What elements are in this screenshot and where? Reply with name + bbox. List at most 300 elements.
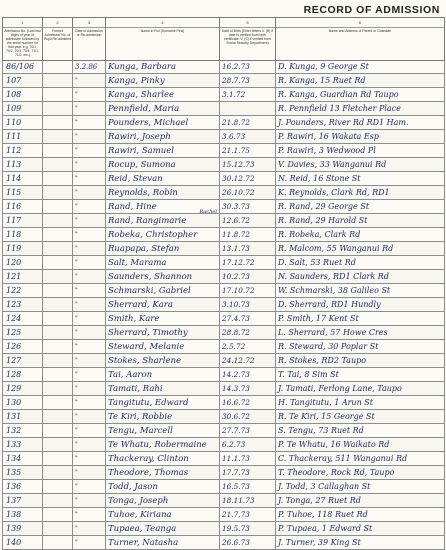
table-row xyxy=(3,508,445,522)
date-of-birth-text: 17.7.73 xyxy=(222,467,250,477)
pupil-name-text: Stokes, Sharlene xyxy=(108,355,181,366)
guardian-text: P. Tuhoe, 118 Ruet Rd xyxy=(278,509,368,519)
date-of-birth-text: 28.8.72 xyxy=(222,327,250,337)
guardian-text: D. Kunga, 9 George St xyxy=(278,62,369,71)
admission-date-text: " xyxy=(75,427,78,434)
column-header-row xyxy=(3,18,445,61)
date-of-birth-text: 3.10.73 xyxy=(222,299,250,309)
pupil-name-text: Tangitutu, Edward xyxy=(108,397,189,408)
table-row xyxy=(3,466,445,480)
pupil-name-text: Todd, Jason xyxy=(108,481,158,492)
admission-date-text: " xyxy=(75,217,78,224)
admission-date-cell xyxy=(73,102,106,116)
pupil-name-text: Steward, Melanie xyxy=(108,341,185,352)
pupil-name-text: Theodore, Thomas xyxy=(108,467,189,478)
pupil-name-text: Pounders, Michael xyxy=(108,117,189,128)
pupil-name-text: Tamati, Rahi xyxy=(108,383,163,394)
admission-number-cell xyxy=(3,102,43,116)
table-row xyxy=(3,116,445,130)
pupil-name-text: Smith, Kare xyxy=(108,313,160,324)
admission-number-text: 140 xyxy=(6,537,22,547)
date-of-birth-cell xyxy=(220,186,276,200)
pupil-name-cell xyxy=(106,410,220,424)
admission-date-text: " xyxy=(75,161,78,168)
table-row xyxy=(3,228,445,242)
pupil-name-cell xyxy=(106,256,220,270)
admission-number-cell xyxy=(3,508,43,522)
admission-number-cell xyxy=(3,480,43,494)
date-of-birth-text: 14.2.73 xyxy=(222,369,250,379)
guardian-cell xyxy=(276,116,445,130)
admission-date-cell xyxy=(73,396,106,410)
admission-number-text: 115 xyxy=(6,187,22,197)
guardian-cell xyxy=(276,326,445,340)
pupil-name-cell xyxy=(106,186,220,200)
pupil-name-cell xyxy=(106,494,220,508)
admission-date-text: " xyxy=(75,189,78,196)
admission-date-cell xyxy=(73,242,106,256)
admission-date-text: " xyxy=(75,245,78,252)
date-of-birth-text: 21.8.72 xyxy=(222,117,250,127)
admission-date-cell xyxy=(73,438,106,452)
pupil-name-cell xyxy=(106,102,220,116)
pupil-name-cell xyxy=(106,312,220,326)
admission-number-cell xyxy=(3,130,43,144)
former-admission-cell xyxy=(43,452,73,466)
admission-date-text: " xyxy=(75,287,78,294)
admission-number-text: 113 xyxy=(6,159,22,169)
admission-date-cell xyxy=(73,452,106,466)
pupil-name-cell xyxy=(106,61,220,74)
date-of-birth-cell xyxy=(220,130,276,144)
date-of-birth-text: 3.6.73 xyxy=(222,131,246,141)
pupil-name-text: Rand, Hine xyxy=(108,201,157,212)
admission-date-cell xyxy=(73,130,106,144)
admission-number-text: 128 xyxy=(6,369,22,379)
admission-number-text: 110 xyxy=(6,117,22,127)
pupil-name-text: Thackeray, Clinton xyxy=(108,453,189,464)
admission-date-cell xyxy=(73,368,106,382)
pupil-name-cell xyxy=(106,354,220,368)
column-header-1 xyxy=(3,18,43,61)
date-of-birth-text: 30.6.72 xyxy=(222,411,250,421)
admission-date-cell xyxy=(73,214,106,228)
column-label: Former Admission No. of Pupil Re-admitted xyxy=(44,29,71,41)
date-of-birth-cell xyxy=(220,214,276,228)
table-row xyxy=(3,214,445,228)
table-row xyxy=(3,382,445,396)
guardian-text: T. Tai, 8 Sim St xyxy=(278,369,339,379)
former-admission-cell xyxy=(43,270,73,284)
admission-date-text: " xyxy=(75,91,78,98)
admission-number-text: 138 xyxy=(6,509,22,519)
date-of-birth-text: 3.1.72 xyxy=(222,89,246,99)
table-row xyxy=(3,242,445,256)
admission-number-text: 118 xyxy=(6,229,22,239)
admission-number-text: 120 xyxy=(6,257,22,267)
admission-number-cell xyxy=(3,396,43,410)
date-of-birth-cell xyxy=(220,242,276,256)
former-admission-cell xyxy=(43,214,73,228)
table-row xyxy=(3,61,445,74)
date-of-birth-text: 11.1.73 xyxy=(222,453,250,463)
guardian-cell xyxy=(276,536,445,550)
former-admission-cell xyxy=(43,326,73,340)
guardian-cell xyxy=(276,438,445,452)
pupil-name-text: Rawiri, Samuel xyxy=(108,145,175,156)
admission-number-text: 135 xyxy=(6,467,22,477)
date-of-birth-cell xyxy=(220,494,276,508)
table-row xyxy=(3,312,445,326)
guardian-text: L. Sherrard, 57 Howe Cres xyxy=(278,327,388,337)
table-row xyxy=(3,424,445,438)
guardian-text: J. Turner, 39 King St xyxy=(278,537,361,547)
pupil-name-cell xyxy=(106,536,220,550)
column-header-6 xyxy=(276,18,445,61)
date-of-birth-text: 15.12.73 xyxy=(222,159,255,169)
guardian-cell xyxy=(276,298,445,312)
guardian-cell xyxy=(276,172,445,186)
admission-date-text: " xyxy=(75,273,78,280)
table-row xyxy=(3,396,445,410)
former-admission-cell xyxy=(43,130,73,144)
date-of-birth-text: 16.2.73 xyxy=(222,62,250,71)
admission-date-text: " xyxy=(75,357,78,364)
column-label: Admission No. (Last two digits of year of admission followed by the serial number for that year. e.g. 70/1, 70/2, 70/3, 70/4, 71/1, 71/2, etc.) xyxy=(4,29,41,57)
admission-date-cell xyxy=(73,228,106,242)
former-admission-cell xyxy=(43,88,73,102)
admission-number-text: 133 xyxy=(6,439,22,449)
guardian-text: P. Tupaea, 1 Edward St xyxy=(278,523,373,533)
guardian-text: R. Steward, 30 Poplar St xyxy=(278,341,379,351)
guardian-cell xyxy=(276,88,445,102)
guardian-cell xyxy=(276,522,445,536)
pupil-name-text: Turner, Natasha xyxy=(108,537,179,548)
column-label: Name and Address of Parent or Guardian xyxy=(328,29,392,33)
admission-date-cell xyxy=(73,186,106,200)
admission-number-cell xyxy=(3,536,43,550)
admission-number-text: 136 xyxy=(6,481,22,491)
pupil-name-cell xyxy=(106,438,220,452)
admission-date-text: " xyxy=(75,203,78,210)
admission-number-cell xyxy=(3,256,43,270)
admission-number-text: 108 xyxy=(6,89,22,99)
table-row xyxy=(3,354,445,368)
admission-number-cell xyxy=(3,494,43,508)
date-of-birth-cell xyxy=(220,298,276,312)
pupil-name-text: Rawiri, Joseph xyxy=(108,131,171,142)
table-row xyxy=(3,536,445,550)
admission-date-cell xyxy=(73,284,106,298)
guardian-text: J. Pounders, River Rd RD1 Ham. xyxy=(278,117,409,127)
guardian-cell xyxy=(276,396,445,410)
pupil-name-text: Saunders, Shannon xyxy=(108,271,193,282)
admission-number-cell xyxy=(3,466,43,480)
former-admission-cell xyxy=(43,438,73,452)
guardian-text: T. Theodore, Rock Rd, Taupo xyxy=(278,467,395,477)
date-of-birth-text: 27.7.73 xyxy=(222,425,250,435)
guardian-text: N. Saunders, RD1 Clark Rd xyxy=(278,271,389,281)
admission-number-cell xyxy=(3,326,43,340)
former-admission-cell xyxy=(43,186,73,200)
former-admission-cell xyxy=(43,298,73,312)
guardian-cell xyxy=(276,340,445,354)
former-admission-cell xyxy=(43,396,73,410)
pupil-name-text: Ruapapa, Stefan xyxy=(108,243,180,254)
pupil-name-cell xyxy=(106,522,220,536)
admission-date-cell xyxy=(73,536,106,550)
date-of-birth-text: 11.8.72 xyxy=(222,229,250,239)
former-admission-cell xyxy=(43,144,73,158)
column-number: 4 xyxy=(106,18,219,28)
pupil-name-text: Salt, Marama xyxy=(108,257,167,268)
date-of-birth-text: 27.4.73 xyxy=(222,313,250,323)
admission-date-cell xyxy=(73,61,106,74)
guardian-text: R. Rand, 29 Harold St xyxy=(278,215,368,225)
date-of-birth-cell xyxy=(220,256,276,270)
guardian-cell xyxy=(276,130,445,144)
date-of-birth-text: 16.6.72 xyxy=(222,397,250,407)
admission-number-cell xyxy=(3,424,43,438)
column-number: 2 xyxy=(43,18,72,28)
guardian-cell xyxy=(276,144,445,158)
former-admission-cell xyxy=(43,368,73,382)
column-label: Name in Full (Surname First) xyxy=(140,29,185,33)
admission-number-text: 117 xyxy=(6,215,22,225)
pupil-name-cell xyxy=(106,466,220,480)
former-admission-cell xyxy=(43,200,73,214)
date-of-birth-cell xyxy=(220,396,276,410)
date-of-birth-cell xyxy=(220,410,276,424)
date-of-birth-cell xyxy=(220,508,276,522)
date-of-birth-text: 6.2.73 xyxy=(222,439,246,449)
former-admission-cell xyxy=(43,536,73,550)
pupil-name-text: Sherrard, Timothy xyxy=(108,327,188,338)
admission-date-text: " xyxy=(75,385,78,392)
table-row xyxy=(3,438,445,452)
former-admission-cell xyxy=(43,466,73,480)
guardian-text: J. Tonga, 27 Ruet Rd xyxy=(278,495,361,505)
date-of-birth-text: 17.12.72 xyxy=(222,257,255,267)
pupil-name-cell xyxy=(106,74,220,88)
date-of-birth-cell xyxy=(220,480,276,494)
guardian-text: N. Reid, 16 Stone St xyxy=(278,173,361,183)
admission-number-text: 123 xyxy=(6,299,22,309)
guardian-cell xyxy=(276,354,445,368)
pupil-name-text: Rocup, Sumona xyxy=(108,159,176,170)
pupil-name-text: Rand, Rangimarie xyxy=(108,215,187,226)
admission-date-text: " xyxy=(75,483,78,490)
admission-number-text: 116 xyxy=(6,201,22,211)
admission-date-cell xyxy=(73,256,106,270)
pupil-name-text: Kunga, Barbara xyxy=(108,62,177,72)
admission-number-cell xyxy=(3,61,43,74)
name-annotation: Rachel xyxy=(199,209,217,215)
page-title: RECORD OF ADMISSION xyxy=(303,4,440,16)
date-of-birth-text: 21.1.75 xyxy=(222,145,250,155)
guardian-cell xyxy=(276,480,445,494)
guardian-text: W. Schmarski, 38 Galileo St xyxy=(278,285,391,295)
admission-number-cell xyxy=(3,242,43,256)
pupil-name-cell xyxy=(106,158,220,172)
admission-number-text: 130 xyxy=(6,397,22,407)
date-of-birth-cell xyxy=(220,61,276,74)
column-header-4 xyxy=(106,18,220,61)
admission-register-table xyxy=(2,17,445,550)
admission-date-text: " xyxy=(75,525,78,532)
former-admission-cell xyxy=(43,242,73,256)
guardian-text: D. Salt, 53 Ruet Rd xyxy=(278,257,356,267)
pupil-name-cell xyxy=(106,270,220,284)
guardian-text: R. Rand, 29 George St xyxy=(278,201,370,211)
guardian-text: J. Todd, 3 Callaghan St xyxy=(278,481,371,491)
column-header-3 xyxy=(73,18,106,61)
admission-number-cell xyxy=(3,340,43,354)
former-admission-cell xyxy=(43,382,73,396)
admission-number-cell xyxy=(3,144,43,158)
date-of-birth-cell xyxy=(220,438,276,452)
date-of-birth-cell xyxy=(220,326,276,340)
guardian-cell xyxy=(276,200,445,214)
admission-number-cell xyxy=(3,452,43,466)
guardian-text: R. Stokes, RD2 Taupo xyxy=(278,355,367,365)
date-of-birth-cell xyxy=(220,200,276,214)
admission-number-cell xyxy=(3,298,43,312)
pupil-name-text: Te Whatu, Robermaine xyxy=(108,439,207,450)
admission-date-text: " xyxy=(75,539,78,546)
guardian-text: R. Kanga, Guardian Rd Taupo xyxy=(278,89,399,99)
pupil-name-cell xyxy=(106,382,220,396)
guardian-cell xyxy=(276,368,445,382)
admission-date-cell xyxy=(73,88,106,102)
table-row xyxy=(3,452,445,466)
column-number: 1 xyxy=(3,18,42,28)
date-of-birth-text: 30.3.73 xyxy=(222,201,250,211)
admission-number-text: 134 xyxy=(6,453,22,463)
admission-date-cell xyxy=(73,158,106,172)
date-of-birth-text: 18.11.73 xyxy=(222,495,255,505)
date-of-birth-text: 13.1.73 xyxy=(222,243,250,253)
column-number: 3 xyxy=(73,18,105,28)
column-header-5 xyxy=(220,18,276,61)
table-row xyxy=(3,144,445,158)
admission-number-text: 131 xyxy=(6,411,22,421)
table-row xyxy=(3,256,445,270)
admission-date-text: " xyxy=(75,259,78,266)
guardian-cell xyxy=(276,74,445,88)
former-admission-cell xyxy=(43,74,73,88)
admission-date-cell xyxy=(73,494,106,508)
admission-date-cell xyxy=(73,298,106,312)
admission-number-cell xyxy=(3,116,43,130)
admission-date-text: " xyxy=(75,119,78,126)
table-row xyxy=(3,172,445,186)
table-row xyxy=(3,326,445,340)
admission-date-text: " xyxy=(75,77,78,84)
table-row xyxy=(3,284,445,298)
pupil-name-cell xyxy=(106,228,220,242)
former-admission-cell xyxy=(43,61,73,74)
admission-date-cell xyxy=(73,424,106,438)
guardian-cell xyxy=(276,61,445,74)
table-row xyxy=(3,200,445,214)
former-admission-cell xyxy=(43,284,73,298)
guardian-text: P. Te Whatu, 16 Waikato Rd xyxy=(278,439,390,449)
pupil-name-text: Tonga, Joseph xyxy=(108,495,169,506)
admission-date-text: " xyxy=(75,455,78,462)
guardian-text: P. Smith, 17 Kent St xyxy=(278,313,359,323)
table-row xyxy=(3,522,445,536)
pupil-name-text: Kanga, Sharlee xyxy=(108,89,175,100)
pupil-name-text: Reynolds, Robin xyxy=(108,187,178,198)
admission-date-cell xyxy=(73,480,106,494)
pupil-name-text: Tuhoe, Kiriana xyxy=(108,509,172,520)
pupil-name-cell xyxy=(106,242,220,256)
admission-number-cell xyxy=(3,186,43,200)
guardian-cell xyxy=(276,242,445,256)
date-of-birth-cell xyxy=(220,270,276,284)
column-number: 5 xyxy=(220,18,275,28)
guardian-cell xyxy=(276,256,445,270)
guardian-text: H. Tangitutu, 1 Arun St xyxy=(278,397,373,407)
admission-date-text: " xyxy=(75,469,78,476)
table-row xyxy=(3,270,445,284)
guardian-cell xyxy=(276,466,445,480)
former-admission-cell xyxy=(43,116,73,130)
admission-number-text: 139 xyxy=(6,523,22,533)
former-admission-cell xyxy=(43,228,73,242)
pupil-name-text: Te Kiri, Robbie xyxy=(108,411,173,422)
admission-date-text: " xyxy=(75,133,78,140)
guardian-text: P. Rawiri, 3 Wedwood Pl xyxy=(278,145,376,155)
date-of-birth-text: 24.12.72 xyxy=(222,355,255,365)
admission-date-text: " xyxy=(75,413,78,420)
table-row xyxy=(3,298,445,312)
admission-date-cell xyxy=(73,522,106,536)
pupil-name-cell xyxy=(106,144,220,158)
date-of-birth-cell xyxy=(220,424,276,438)
guardian-text: P. Rawiri, 16 Wakata Esp xyxy=(278,131,379,141)
admission-date-cell xyxy=(73,508,106,522)
pupil-name-cell xyxy=(106,130,220,144)
admission-date-text: " xyxy=(75,441,78,448)
pupil-name-cell xyxy=(106,172,220,186)
former-admission-cell xyxy=(43,480,73,494)
guardian-cell xyxy=(276,382,445,396)
guardian-cell xyxy=(276,424,445,438)
admission-number-cell xyxy=(3,88,43,102)
admission-number-cell xyxy=(3,438,43,452)
pupil-name-cell xyxy=(106,326,220,340)
guardian-cell xyxy=(276,228,445,242)
admission-number-cell xyxy=(3,74,43,88)
date-of-birth-cell xyxy=(220,102,276,116)
column-header-2 xyxy=(43,18,73,61)
former-admission-cell xyxy=(43,158,73,172)
former-admission-cell xyxy=(43,340,73,354)
admission-date-text: 3.2.86 xyxy=(75,63,98,71)
admission-date-cell xyxy=(73,116,106,130)
admission-number-text: 121 xyxy=(6,271,22,281)
date-of-birth-cell xyxy=(220,340,276,354)
date-of-birth-text: 2.5.72 xyxy=(222,341,246,351)
former-admission-cell xyxy=(43,172,73,186)
pupil-name-cell xyxy=(106,284,220,298)
pupil-name-cell xyxy=(106,508,220,522)
date-of-birth-cell xyxy=(220,368,276,382)
former-admission-cell xyxy=(43,424,73,438)
admission-number-text: 124 xyxy=(6,313,22,323)
